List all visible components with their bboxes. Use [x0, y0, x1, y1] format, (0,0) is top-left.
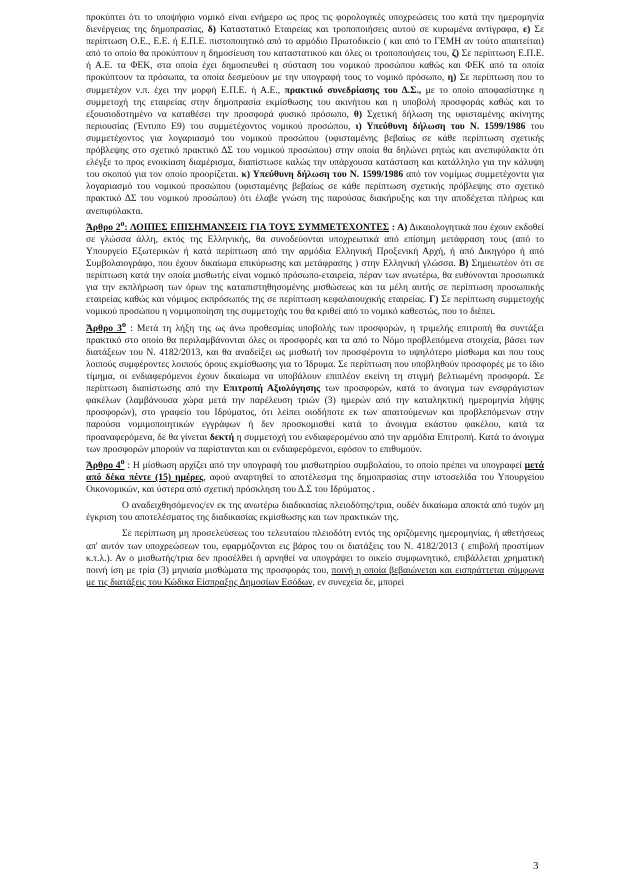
underlined-text: ποινή η οποία βεβαιώνεται και εισπράττεται σύμφωνα με τις διατάξεις του Κώδικα Είσπραξης Δημοσίων Εσόδων — [86, 564, 545, 588]
item-marker: θ) — [353, 108, 363, 120]
text: των προσφορών, κατά το άνοιγμα των ενσφράγιστων φακέλων (λαμβάνουσα χώρα μετά την παρέλευση τριών (3) ημερών από την καταληκτική ημερομηνία λήψης προσφορών), στο γραφείο του Ιδρύματος, ότι λείπει οιοδήποτε εκ των απαιτούμενων και προβλεπόμενων στην παρούσα νομιμοποιητικών εγγράφων ή δεν προσκομισθεί κατά το άνοιγμα εκάστου φακέλου, κατά τα προαναφερόμενα, δε θα γίνεται — [86, 383, 544, 443]
bold-term: ι) Υπεύθυνη δήλωση του Ν. 1599/1986 — [355, 120, 526, 132]
heading-text: Άρθρο 4 — [86, 459, 121, 471]
text: με το οποίο αποφασίστηκε η συμμετοχή της εταιρείας στην δημοπρασία εκμίσθωσης του ακινήτου και η υποβολή προσφοράς καθώς και το εξουσιοδοτημένο να καταθέσει την προσφορά φυσικό πρόσωπο, — [86, 84, 544, 120]
bold-term: μετά από δέκα πέντε (15) ημέρες — [86, 459, 544, 484]
paragraph-penalties — [86, 528, 544, 588]
text: Ο αναδειχθησόμενος/εν εκ της ανωτέρω διαδικασίας πλειοδότης/τρια, ουδέν δικαίωμα αποκτά από τυχόν μη έγκριση του αποτελέσματος της διαδικασίας εκμίσθωσης και των πρακτικών της. — [86, 500, 544, 524]
text: Δικαιολογητικά που έχουν εκδοθεί σε γλώσσα άλλη, εκτός της Ελληνικής, θα συνοδεύονται υποχρεωτικά από επίσημη μετάφραση τους (από το Υπουργείο Εξωτερικών ή κατά περίπτωση από την αρμόδια Ελληνική Προξενική Αρχή, ή από Δικηγόρο ή από Συμβολαιογράφο, που έχουν δικαίωμα επικύρωσης και μετάφρασης ) στην Ελληνική γλώσσα. — [86, 221, 544, 270]
article-heading — [86, 456, 125, 471]
text: Σε περίπτωση Ο.Ε., Ε.Ε. ή Ε.Π.Ε. πιστοποιητικό από το αρμόδιο Πρωτοδικείο ( και από το ΓΕΜΗ αν τούτο απαιτείται) από το οποίο θα προκύπτουν η δημοσίευση του καταστατικού και όλες οι τροποποιήσεις του, — [86, 24, 544, 60]
article-2 — [86, 218, 544, 319]
heading-sup: ο — [121, 319, 126, 329]
item-marker: Γ) — [429, 294, 439, 306]
document-page — [86, 12, 544, 589]
article-3 — [86, 319, 544, 456]
heading-text: Άρθρο 3 — [86, 322, 122, 334]
bold-term: δεκτή — [209, 431, 235, 443]
item-marker: δ) — [207, 24, 216, 36]
heading-sup: ο — [120, 456, 125, 466]
text: , αφού αναρτηθεί το αποτέλεσμα της δημοπρασίας στην ιστοσελίδα του Υπουργείου Οικονομικών, και ύστερα από σχετική πρόσκληση του Δ.Σ του Ιδρύματος . — [86, 472, 544, 496]
article-heading — [86, 218, 390, 233]
item-marker: Β) — [458, 258, 469, 270]
heading-sup: ο — [120, 218, 125, 228]
text: η συμμετοχή του ενδιαφερομένου από την αρμόδια Επιτροπή. Κατά το άνοιγμα των προσφορών μπορούν να παρίστανται και οι ενδιαφερόμενοι, εφόσον το επιθυμούν. — [86, 431, 544, 455]
text: , εν συνεχεία δε, μπορεί — [312, 576, 405, 588]
article-4 — [86, 456, 544, 496]
heading-text: Άρθρο 2 — [86, 221, 121, 233]
text: : Η μίσθωση αρχίζει από την υπογραφή του μισθωτηρίου συμβολαίου, το οποίο πρέπει να υπογραφεί — [124, 459, 525, 471]
paragraph-no-rights — [86, 500, 544, 524]
paragraph-required-documents — [86, 12, 544, 218]
item-marker: η) — [447, 72, 457, 84]
text: : Μετά τη λήξη της ως άνω προθεσμίας υποβολής των προσφορών, η τριμελής επιτροπή θα συντάξει πρακτικό στο οποίο θα περιλαμβάνονται όλες οι προσφορές και τα από το Νόμο προβλεπόμενα στοιχεία, βάσει των διατάξεων του Ν. 4182/2013, και θα αναδείξει ως μισθωτή τον προσφέροντα το υψηλότερο μίσθωμα και που τους λοιπούς συμφέροντες λοιπούς όρους εκμίσθωσης για το Ίδρυμα. Σε περίπτωση που υποβληθούν προσφορές με το ίδιο τίμημα, οι ενδιαφερόμενοι έχουν δικαίωμα να υποβάλουν επιπλέον εκείνη τη στιγμή βελτιωμένη προσφορά. Σε περίπτωση διαπίστωσης από την — [86, 322, 545, 395]
heading-title: : ΛΟΙΠΕΣ ΕΠΙΣΗΜΑΝΣΕΙΣ ΓΙΑ ΤΟΥΣ ΣΥΜΜΕΤΕΧΟΝΤΕΣ — [124, 221, 390, 233]
bold-term: Επιτροπή Αξιολόγησης — [223, 383, 321, 395]
text: του συμμετέχοντος για λογαριασμό του νομικού προσώπου (υφισταμένης βεβαίως σε κάθε περίπτωση σχετικής πρόβλεψης στο σχετικό πρακτικό ΔΣ του νομικού προσώπου) στην οποία θα δηλώνει ρητώς και ανεπιφύλακτα ότι ελέγξε το προς ενοικίαση διαμέρισμα, διαπίστωσε καλώς την υπάρχουσα κατάσταση και κατάλληλο για την κάλυψη του σκοπού για τον οποίο προορίζεται. — [86, 120, 544, 181]
item-marker: ε) — [523, 24, 531, 36]
text: Σχετική δήλωση της υφισταμένης ακίνητης περιουσίας (Έντυπο Ε9) του συμμετέχοντος νομικού προσώπου, — [86, 108, 544, 132]
text: Σε περίπτωση συμμετοχής νομικού προσώπου η νομιμοποίηση της συμμετοχής του θα κριθεί από το νομικό καθεστώς, που το διέπει. — [86, 294, 544, 318]
page-number: 3 — [533, 860, 539, 872]
text: προκύπτει ότι το υποψήφιο νομικό είναι ενήμερο ως προς τις φορολογικές υποχρεώσεις του κατά την ημερομηνία διενέργειας της δημοπρασίας, — [86, 12, 544, 36]
text: από τον νομίμως συμμετέχοντα για λογαριασμό του νομικού προσώπου (υφισταμένης βεβαίως σε κάθε περίπτωση σχετικής πρόβλεψης στο σχετικό πρακτικό ΔΣ του νομικού προσώπου) ότι έλαβε γνώση της παρούσας διακήρυξης και την αποδέχεται πλήρως και ανεπιφύλακτα. — [86, 169, 544, 217]
text: Σε περίπτωση μη προσελεύσεως του τελευταίου πλειοδότη εντός της οριζόμενης ημερομηνίας, ή αθετήσεως απ' αυτόν των υποχρεώσεων του, εφαρμόζονται εις βάρος του οι διατάξεις του Ν. 4182/2013 ( επιβολή προστίμων κ.τ.λ.). Αν ο μισθωτής/τρια δεν προσέλθει ή αρνηθεί να υπογράψει το οικείο συμφωνητικό, επιβάλλεται χρηματική ποινή ίση με τρία (3) μηνιαία μισθώματα της προσφοράς του, — [86, 528, 544, 576]
separator: : — [389, 221, 398, 233]
text: Σε περίπτωση Ε.Π.Ε. ή Α.Ε. τα ΦΕΚ, στα οποία έχει δημοσιευθεί η σύσταση του νομικού προσώπου καθώς και ΦΕΚ από τα οποία προκύπτουν τα πρόσωπα, τα οποία δεσμεύουν με την υπογραφή τους το νομικό πρόσωπο, — [86, 48, 544, 84]
item-marker: ζ) — [451, 48, 459, 60]
bold-term: κ) Υπεύθυνη δήλωση του Ν. 1599/1986 — [241, 169, 404, 181]
article-heading — [86, 319, 126, 334]
item-marker: Α) — [397, 221, 408, 233]
text: Καταστατικό Εταιρείας και τροποποιήσεις αυτού σε κυρωμένα αντίγραφα, — [215, 24, 524, 36]
bold-term: πρακτικό συνεδρίασης του Δ.Σ., — [284, 84, 422, 96]
text: Σε περίπτωση που το συμμετέχον ν.π. έχει την μορφή Ε.Π.Ε. ή Α.Ε., — [86, 72, 544, 96]
text: Σημειωτέον ότι σε περίπτωση κατά την οποία μισθωτής είναι νομικό πρόσωπο-εταιρεία, πέραν των ανωτέρω, θα ευθύνονται προσωπικά για την εκπλήρωση των όρων της καταπιστηθησομένης μισθώσεως και τα μέλη αυτής σε περίπτωση προσωπικής εταιρείας καθώς και νόμιμος εκπρόσωπός της σε περίπτωση κεφαλαιουχικής εταιρείας. — [86, 258, 544, 306]
